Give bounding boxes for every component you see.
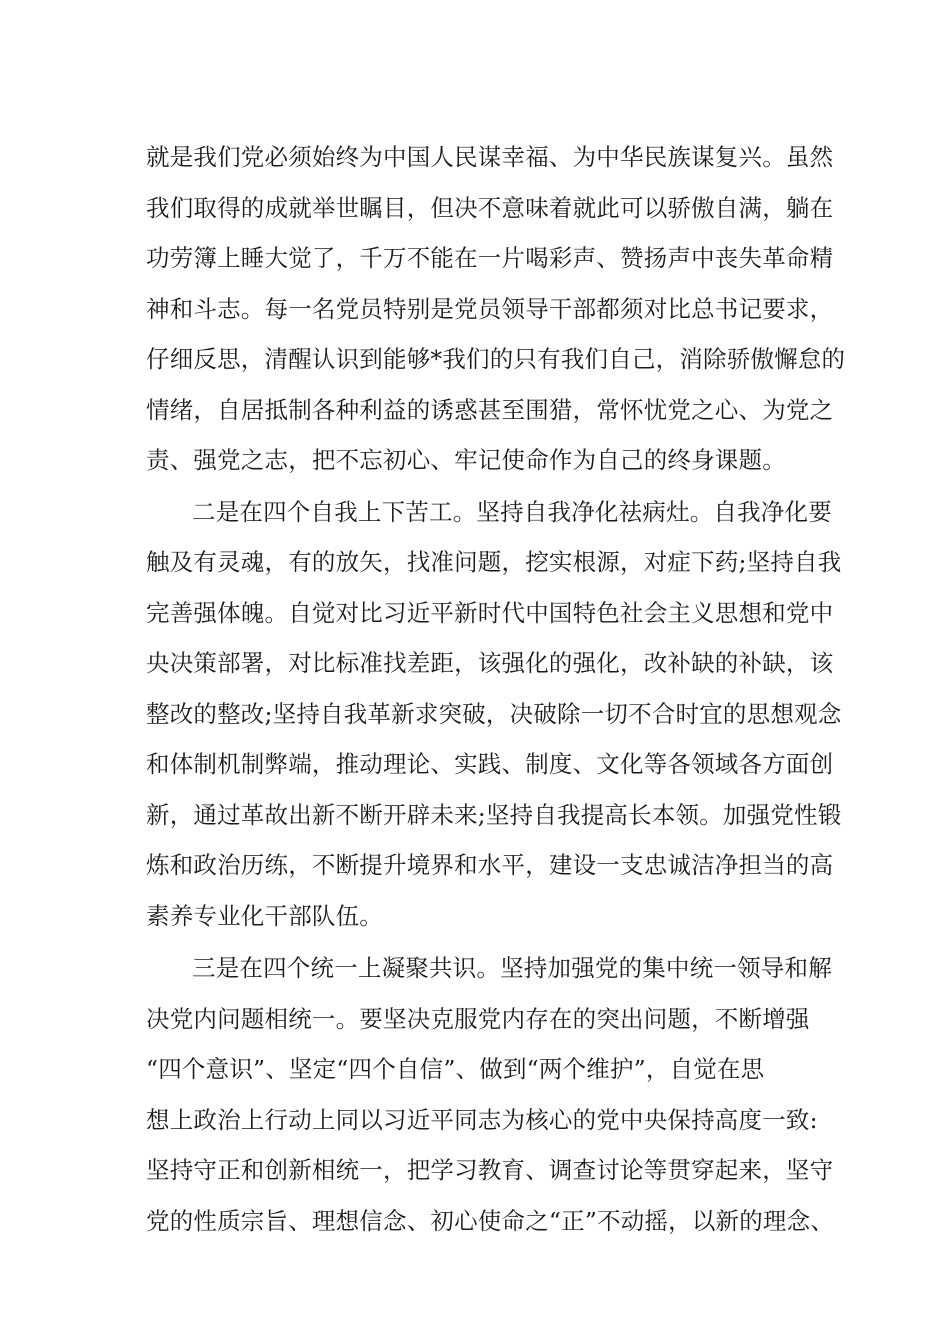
text-line: 决党内问题相统一。要坚决克服党内存在的突出问题，不断增强 [146, 1004, 810, 1033]
paragraph-start-line: 二是在四个自我上下苦工。坚持自我净化祛病灶。自我净化要 [192, 497, 832, 526]
text-line: 炼和政治历练，不断提升境界和水平，建设一支忠诚洁净担当的高 [146, 851, 834, 879]
text-line: 新，通过革故出新不断开辟未来;坚持自我提高长本领。加强党性锻 [146, 800, 842, 829]
text-line: “四个意识”、坚定“四个自信”、做到“两个维护”，自觉在思 [146, 1055, 765, 1083]
text-line: 想上政治上行动上同以习近平同志为核心的党中央保持高度一致: [146, 1105, 818, 1134]
text-line: 完善强体魄。自觉对比习近平新时代中国特色社会主义思想和党中 [146, 598, 834, 627]
text-line: 触及有灵魂，有的放矢，找准问题，挖实根源，对症下药;坚持自我 [146, 548, 842, 576]
text-line: 仔细反思，清醒认识到能够*我们的只有我们自己，消除骄傲懈怠的 [146, 345, 846, 373]
text-line: 责、强党之志，把不忘初心、牢记使命作为自己的终身课题。 [146, 446, 786, 474]
text-line: 功劳簿上睡大觉了，千万不能在一片喝彩声、赞扬声中丧失革命精 [146, 244, 834, 272]
text-line: 素养专业化干部队伍。 [146, 901, 383, 930]
text-line: 就是我们党必须始终为中国人民谋幸福、为中华民族谋复兴。虽然 [146, 143, 834, 171]
text-line: 坚持守正和创新相统一，把学习教育、调查讨论等贯穿起来，坚守 [146, 1156, 834, 1184]
text-line: 情绪，自居抵制各种利益的诱惑甚至围猎，常怀忧党之心、为党之 [146, 395, 834, 424]
paragraph-start-line: 三是在四个统一上凝聚共识。坚持加强党的集中统一领导和解 [192, 954, 832, 982]
text-line: 神和斗志。每一名党员特别是党员领导干部都须对比总书记要求， [146, 294, 834, 323]
text-line: 央决策部署，对比标准找差距，该强化的强化，改补缺的补缺，该 [146, 649, 834, 677]
body-text [146, 132, 846, 1246]
text-line: 我们取得的成就举世瞩目，但决不意味着就此可以骄傲自满，躺在 [146, 193, 834, 222]
text-line: 和体制机制弊端，推动理论、实践、制度、文化等各领域各方面创 [146, 750, 834, 778]
text-line: 党的性质宗旨、理想信念、初心使命之“正”不动摇，以新的理念、 [146, 1206, 835, 1235]
text-line: 整改的整改;坚持自我革新求突破，决破除一切不合时宜的思想观念 [146, 699, 842, 728]
